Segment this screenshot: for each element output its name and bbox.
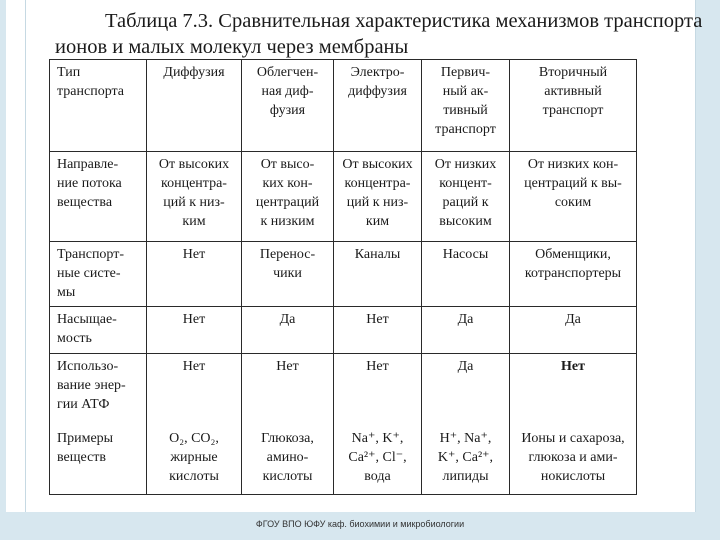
table-header-cell	[147, 60, 242, 152]
table-cell	[147, 152, 242, 242]
table-cell	[510, 152, 637, 242]
table-cell	[147, 307, 242, 354]
slide-footer: ФГОУ ВПО ЮФУ каф. биохимии и микробиологии	[255, 519, 465, 529]
table-cell	[510, 354, 637, 426]
table-cell	[147, 426, 242, 495]
table-header-cell	[422, 60, 510, 152]
cell-value: Да	[457, 312, 474, 327]
row-label: Направле- ние потока вещества	[57, 157, 122, 210]
cell-value: От низких концент- раций к высоким	[434, 157, 497, 229]
cell-value: H⁺, Na⁺, K⁺, Ca²⁺, липиды	[437, 430, 494, 484]
comparison-table	[49, 59, 637, 495]
slide-frame-left	[0, 0, 6, 540]
cell-value: Перенос- чики	[259, 247, 316, 281]
row-label: Примеры веществ	[57, 430, 114, 465]
table-cell	[334, 426, 422, 495]
cell-value: Нет	[182, 359, 206, 374]
table-cell	[242, 152, 334, 242]
table-row	[50, 152, 637, 242]
table-header-cell	[334, 60, 422, 152]
cell-value: От высоких концентра- ций к низ- ким	[158, 157, 230, 229]
row-label-cell	[50, 152, 147, 242]
cell-value: Да	[457, 359, 474, 374]
cell-value: O₂, CO₂, жирные кислоты	[169, 430, 219, 484]
table-cell	[422, 152, 510, 242]
table-cell	[242, 242, 334, 307]
cell-value: Na⁺, K⁺, Ca²⁺, Cl⁻, вода	[348, 430, 407, 484]
header-label: Облегчен- ная диф- фузия	[256, 65, 319, 118]
table-cell	[334, 152, 422, 242]
cell-value: Обменщики, котранспортеры	[524, 247, 622, 281]
cell-value: Каналы	[354, 247, 401, 262]
row-label-cell	[50, 307, 147, 354]
cell-value: Насосы	[442, 247, 489, 262]
row-label-cell	[50, 354, 147, 426]
cell-value: От высоких концентра- ций к низ- ким	[342, 157, 413, 229]
table-cell	[422, 307, 510, 354]
row-label: Насыщае- мость	[57, 312, 117, 346]
cell-value: Ионы и сахароза, глюкоза и ами- нокислоты	[521, 430, 625, 484]
cell-value: Да	[565, 312, 581, 327]
table-cell	[147, 354, 242, 426]
header-label: Вторичный активный транспорт	[538, 65, 608, 118]
table-cell	[510, 426, 637, 495]
table-cell	[510, 242, 637, 307]
title-line-2: ионов и малых молекул через мембраны	[55, 36, 409, 58]
title-line-1: Таблица 7.3. Сравнительная характеристика механизмов транспорта	[105, 10, 703, 32]
table-cell	[510, 307, 637, 354]
table-row	[50, 242, 637, 307]
table-cell	[242, 354, 334, 426]
table-cell	[422, 242, 510, 307]
table-cell	[334, 307, 422, 354]
table-row	[50, 307, 637, 354]
table-cell	[242, 307, 334, 354]
cell-value: От высо- ких кон- центраций к низким	[255, 157, 320, 229]
header-label: Диффузия	[163, 65, 225, 80]
table-header-cell	[242, 60, 334, 152]
cell-value: Нет	[276, 359, 299, 374]
table-cell	[422, 354, 510, 426]
table-header-row	[50, 60, 637, 152]
row-label-cell	[50, 426, 147, 495]
table-header-cell	[510, 60, 637, 152]
header-label: Тип транспорта	[57, 65, 125, 99]
cell-value: Глюкоза, амино- кислоты	[261, 430, 314, 484]
table-cell	[147, 242, 242, 307]
row-label: Использо- вание энер- гии АТФ	[57, 359, 126, 412]
slide-frame-right	[694, 0, 720, 540]
table-cell	[334, 354, 422, 426]
table-header-cell	[50, 60, 147, 152]
table-cell	[242, 426, 334, 495]
row-label-cell	[50, 242, 147, 307]
header-label: Электро- диффузия	[348, 65, 407, 99]
header-label: Первич- ный ак- тивный транспорт	[435, 65, 496, 137]
cell-value: Нет	[182, 247, 206, 262]
cell-value: Нет	[366, 359, 389, 374]
table-cell	[422, 426, 510, 495]
cell-value: Нет	[561, 359, 585, 374]
table-cell	[334, 242, 422, 307]
cell-value: От низких кон- центраций к вы- соким	[524, 157, 622, 210]
cell-value: Да	[279, 312, 296, 327]
cell-value: Нет	[182, 312, 206, 327]
row-label: Транспорт- ные систе- мы	[57, 247, 125, 300]
table-row	[50, 354, 637, 426]
page-title	[55, 8, 703, 60]
table-row	[50, 426, 637, 495]
cell-value: Нет	[366, 312, 389, 327]
